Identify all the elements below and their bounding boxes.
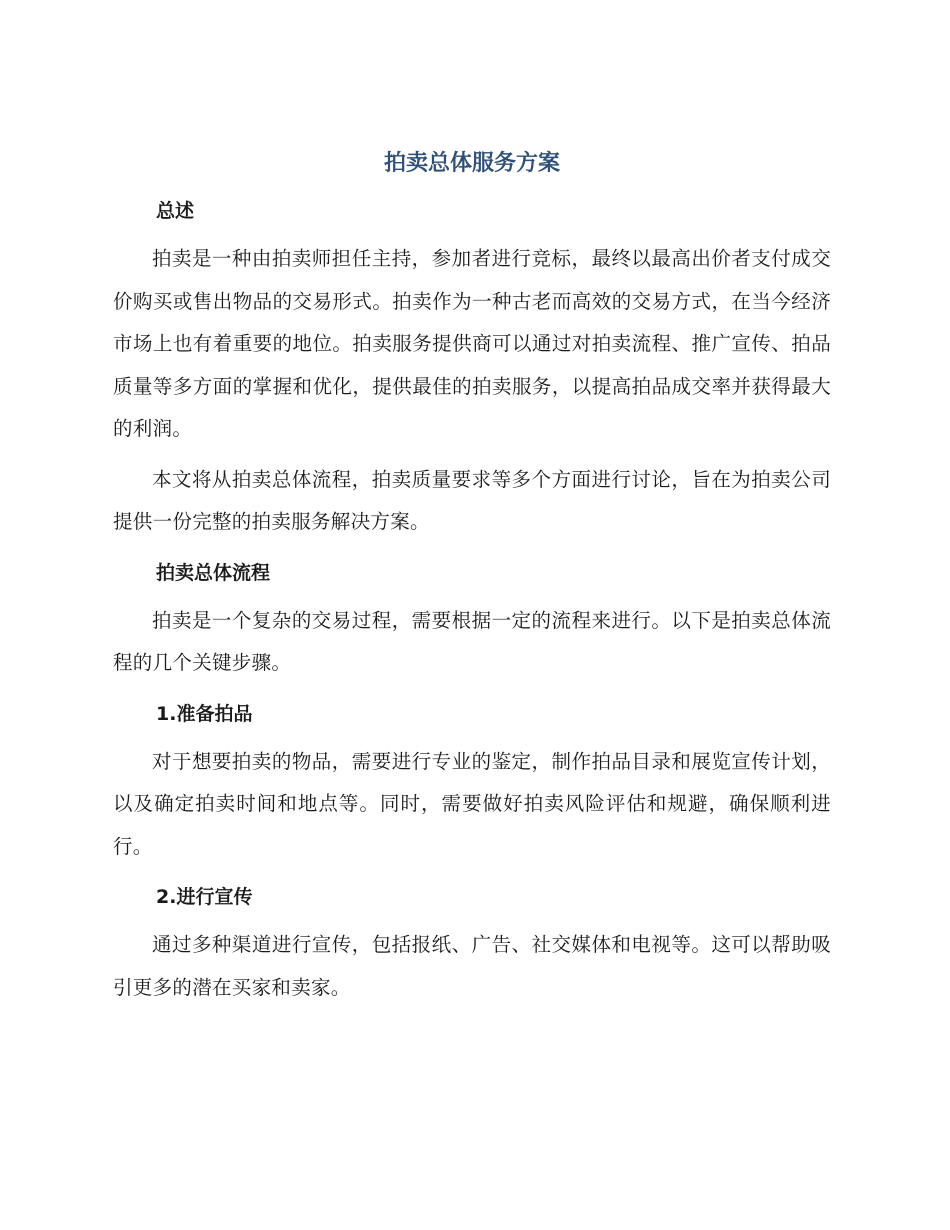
document-title: 拍卖总体服务方案 — [383, 151, 560, 176]
section-heading-process: 拍卖总体流程 — [156, 561, 271, 584]
paragraph: 通过多种渠道进行宣传，包括报纸、广告、社交媒体和电视等。这可以帮助吸引更多的潜在买家和卖家。 — [113, 933, 831, 999]
paragraph: 本文将从拍卖总体流程，拍卖质量要求等多个方面进行讨论，旨在为拍卖公司提供一份完整的拍卖服务解决方案。 — [113, 467, 831, 533]
section-heading-prepare-items: 1.准备拍品 — [156, 702, 253, 725]
section-process — [113, 558, 831, 685]
section-overview — [113, 196, 831, 544]
paragraph: 拍卖是一种由拍卖师担任主持，参加者进行竞标，最终以最高出价者支付成交价购买或售出物品的交易形式。拍卖作为一种古老而高效的交易方式，在当今经济市场上也有着重要的地位。拍卖服务提供商可以通过对拍卖流程、推广宣传、拍品质量等多方面的掌握和优化，提供最佳的拍卖服务，以提高拍品成交率并获得最大的利润。 — [113, 247, 831, 440]
section-promotion — [113, 882, 831, 1009]
document-page — [113, 146, 831, 1017]
section-heading-overview: 总述 — [156, 200, 195, 222]
paragraph: 拍卖是一个复杂的交易过程，需要根据一定的流程来进行。以下是拍卖总体流程的几个关键步骤。 — [113, 608, 831, 674]
section-prepare-items — [113, 699, 831, 869]
paragraph: 对于想要拍卖的物品，需要进行专业的鉴定，制作拍品目录和展览宣传计划，以及确定拍卖时间和地点等。同时，需要做好拍卖风险评估和规避，确保顺利进行。 — [113, 749, 831, 858]
section-heading-promotion: 2.进行宣传 — [156, 886, 253, 908]
